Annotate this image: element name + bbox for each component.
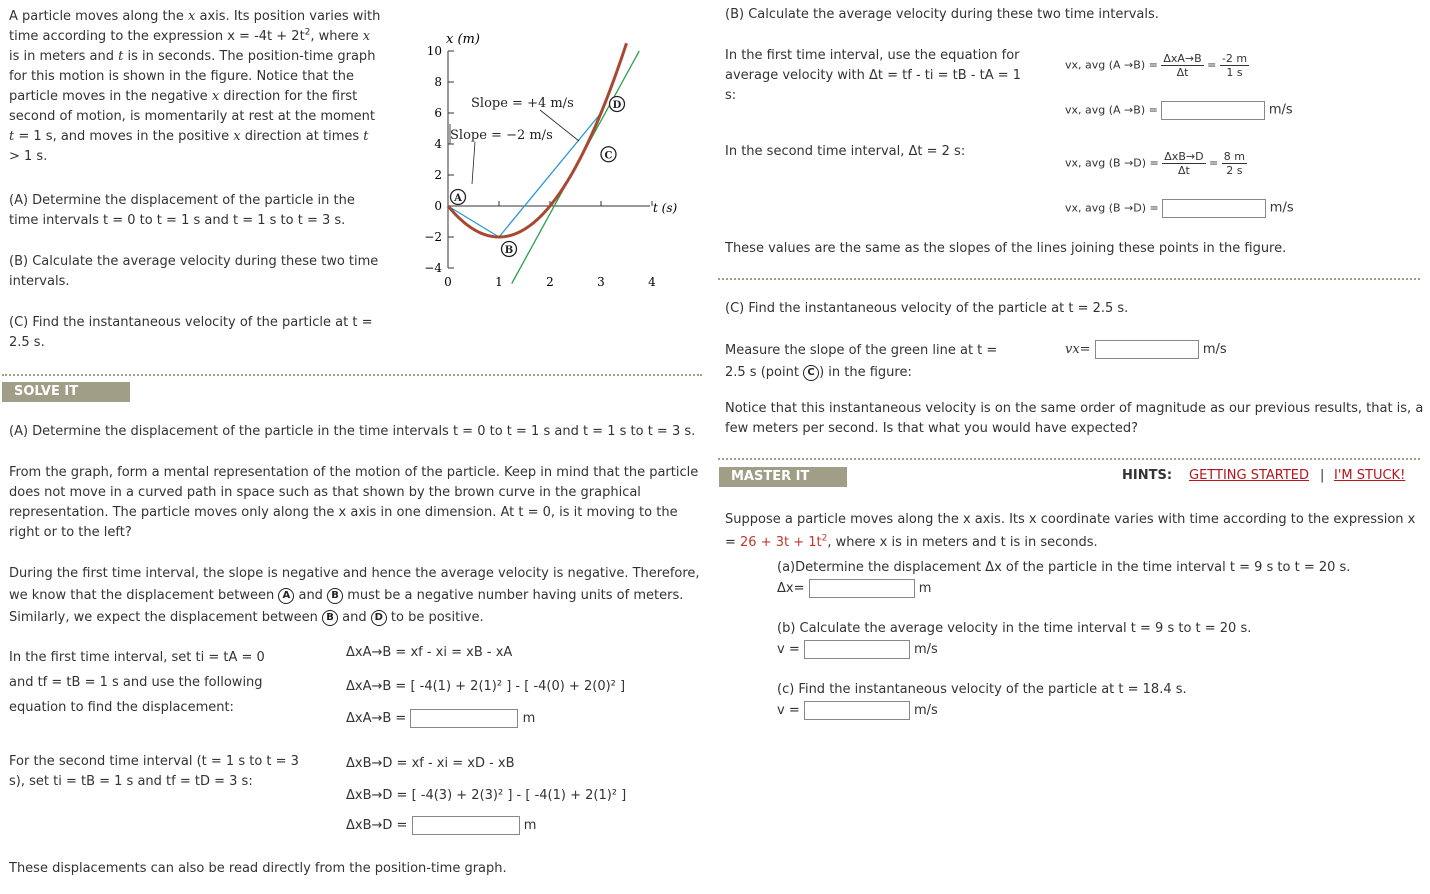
- x-tick-label: 3: [597, 275, 605, 289]
- problem-intro: A particle moves along the x axis. Its position varies with time according to the expression $x = -4t + 2t^2$, where x is in meters and t is in seconds. The position-time graph for this motion is shown in the figure. Notice that the particle moves in the negative x direction for the first second of motion, is momentarily at rest at the moment t = 1 s, and moves in the positive x direction at times t > 1 s.: [9, 9, 381, 164]
- master-qc-row: [777, 701, 938, 720]
- vab-frac: $\frac{\text{ΔxA→B}}{\Delta t}$: [1163, 52, 1202, 79]
- vx-answer-row: [1065, 340, 1227, 359]
- svg-text:D: D: [612, 100, 622, 111]
- vbd-input[interactable]: [1162, 199, 1266, 218]
- vab-label-2: vx, avg (A →B): [1065, 103, 1146, 117]
- master-qb: (b) Calculate the average velocity in the time interval t = 9 s to t = 20 s.: [777, 621, 1252, 636]
- y-tick-label: 2: [434, 168, 442, 182]
- measure-text: Measure the slope of the green line at t = 2.5 s (point C ) in the figure:: [725, 343, 998, 380]
- point-d: [610, 97, 625, 112]
- x-tick-label: 1: [495, 275, 503, 289]
- eq-ab-3: ΔxA→B =: [346, 711, 407, 726]
- position-expression: $x = -4t + 2t^2$: [227, 27, 311, 44]
- solve-part-a: (A) Determine the displacement of the particle in the time intervals t = 0 to t = 1 s and t = 1 s to t = 3 s.: [9, 424, 696, 439]
- y-tick-label: −2: [424, 230, 442, 244]
- point-a-marker: A: [278, 588, 294, 604]
- y-tick-label: −4: [424, 261, 442, 275]
- eq-ab-3-row: [346, 709, 535, 728]
- qb-input[interactable]: [804, 640, 910, 659]
- eq-ab-1: ΔxA→B = xf - xi = xB - xA: [346, 645, 513, 660]
- eq-bd-1: ΔxB→D = xf - xi = xD - xB: [346, 756, 515, 771]
- divider-c: [718, 278, 1420, 280]
- x-axis-label: t (s): [653, 201, 678, 215]
- vbd-equation: vx, avg (B →D) = $\frac{\text{ΔxB→D}}{\Delta t}$ = $\frac{8 m}{2 s}$: [1065, 150, 1245, 177]
- slope-neg-label: Slope = −2 m/s: [450, 128, 553, 143]
- qc-unit: m/s: [914, 703, 938, 718]
- vx-label: vx=: [1065, 342, 1091, 357]
- slope-neg-pointer-2: [472, 142, 475, 184]
- qa-input[interactable]: [809, 579, 915, 598]
- master-qc: (c) Find the instantaneous velocity of the particle at t = 18.4 s.: [777, 682, 1187, 697]
- point-c: [601, 147, 616, 162]
- vbd-answer-row: vx, avg (B →D) = m/s: [1065, 199, 1294, 218]
- vx-input[interactable]: [1095, 340, 1199, 359]
- im-stuck-link[interactable]: I'M STUCK!: [1334, 468, 1406, 483]
- svg-text:A: A: [454, 193, 462, 204]
- eq-bd-3: ΔxB→D =: [346, 818, 408, 833]
- y-axis-label: x (m): [446, 32, 480, 47]
- y-tick-label: 4: [434, 137, 442, 151]
- master-qa-row: [777, 579, 931, 598]
- y-tick-label: 0: [434, 199, 442, 213]
- divider-solve: [2, 374, 702, 376]
- vab-input[interactable]: [1161, 101, 1265, 120]
- problem-part-c: (C) Find the instantaneous velocity of the particle at t = 2.5 s.: [9, 315, 373, 350]
- y-tick-label: 6: [434, 106, 442, 120]
- unit-m-2: m: [523, 818, 537, 833]
- unit-m-1: m: [522, 711, 536, 726]
- vbd-frac: $\frac{\text{ΔxB→D}}{\Delta t}$: [1164, 150, 1204, 177]
- point-a: [451, 190, 466, 205]
- vbd-label-2: vx, avg (B →D): [1065, 201, 1147, 215]
- master-qa: (a)Determine the displacement Δx of the particle in the time interval t = 9 s to t = 20 s.: [777, 560, 1351, 575]
- solve-graph-text: From the graph, form a mental representation of the motion of the particle. Keep in mind that the particle does not move in a curved path in space such as that shown by the brown curve in the graphical representation. The particle moves only along the x axis in one dimension. At t = 0, is it moving to the right or to the left?: [9, 465, 699, 540]
- hints-separator: |: [1320, 468, 1325, 483]
- master-intro: Suppose a particle moves along the x axis. Its x coordinate varies with time according to the expression $x = 26 + 3t + 1t^2$, where x is in meters and t is in seconds.: [725, 512, 1416, 550]
- displacement-bd-input[interactable]: [412, 816, 520, 835]
- qc-input[interactable]: [804, 701, 910, 720]
- solve-header: SOLVE IT: [2, 382, 130, 402]
- vbd-value: $\frac{8 m}{2 s}$: [1223, 150, 1245, 177]
- point-b-marker-2: B: [322, 610, 338, 626]
- svg-text:C: C: [604, 150, 613, 162]
- x-tick-label: 4: [648, 275, 656, 289]
- divider-master: [718, 458, 1420, 460]
- point-c-marker: C: [803, 365, 819, 381]
- x-tick-label: 2: [546, 275, 554, 289]
- eq-bd-2: ΔxB→D = [ -4(3) + 2(3)² ] - [ -4(1) + 2(1)² ]: [346, 788, 627, 803]
- vab-answer-row: vx, avg (A →B) = m/s: [1065, 101, 1293, 120]
- y-tick-label: 8: [434, 75, 442, 89]
- qb-unit: m/s: [914, 642, 938, 657]
- qa-label: Δx=: [777, 581, 805, 596]
- getting-started-link[interactable]: GETTING STARTED: [1189, 468, 1310, 483]
- problem-part-b: (B) Calculate the average velocity during these two time intervals.: [9, 254, 379, 289]
- eq-ab-2: ΔxA→B = [ -4(1) + 2(1)² ] - [ -4(0) + 2(0)² ]: [346, 679, 626, 694]
- right-part-c: (C) Find the instantaneous velocity of the particle at t = 2.5 s.: [725, 301, 1129, 316]
- vab-value: $\frac{-2 m}{1 s}$: [1221, 52, 1248, 79]
- notice-text: Notice that this instantaneous velocity is on the same order of magnitude as our previous results, that is, a few meters per second. Is that what you would have expected?: [725, 401, 1424, 436]
- displacement-ab-input[interactable]: [410, 709, 518, 728]
- secant-line: [448, 206, 499, 237]
- master-expression: $26 + 3t + 1t^2$: [740, 533, 828, 550]
- same-values-text: These values are the same as the slopes of the lines joining these points in the figure.: [725, 241, 1287, 256]
- problem-part-a: (A) Determine the displacement of the particle in the time intervals t = 0 to t = 1 s and t = 1 s to t = 3 s.: [9, 193, 355, 228]
- first-interval-text: In the first time interval, set ti = tA = 0 and tf = tB = 1 s and use the following equation to find the displacement:: [9, 650, 265, 715]
- vab-unit: m/s: [1268, 102, 1293, 118]
- right-first-text: In the first time interval, use the equation for average velocity with Δt = tf - ti = tB - tA = 1 s:: [725, 48, 1022, 103]
- vbd-label: vx, avg (B →D): [1065, 156, 1147, 170]
- vx-unit: m/s: [1202, 342, 1227, 357]
- qa-unit: m: [918, 581, 932, 596]
- slope-pos-label: Slope = +4 m/s: [471, 96, 574, 111]
- right-second-text: In the second time interval, Δt = 2 s:: [725, 144, 966, 159]
- solve-footer: These displacements can also be read directly from the position-time graph.: [9, 861, 507, 876]
- point-d-marker: D: [371, 610, 387, 626]
- eq-bd-3-row: [346, 816, 536, 835]
- vab-equation: vx, avg (A →B) = $\frac{\text{ΔxA→B}}{\Delta t}$ = $\frac{-2 m}{1 s}$: [1065, 52, 1248, 79]
- master-header: MASTER IT: [719, 467, 847, 487]
- vab-label: vx, avg (A →B): [1065, 58, 1146, 72]
- master-qb-row: [777, 640, 938, 659]
- y-tick-label: 10: [426, 44, 442, 58]
- point-b-marker: B: [327, 588, 343, 604]
- position-time-graph: [400, 28, 700, 290]
- x-tick-label: 0: [444, 275, 452, 289]
- qc-label: v =: [777, 703, 800, 718]
- right-part-b: (B) Calculate the average velocity during these two time intervals.: [725, 7, 1159, 22]
- solve-during-text: During the first time interval, the slope is negative and hence the average velocity is negative. Therefore, we know that the displacement between A and B must be a negative number having units of meters. Similarly, we expect the displacement between B and D to be positive.: [9, 566, 700, 625]
- point-b: [502, 242, 517, 257]
- hints-label: HINTS:: [1122, 468, 1173, 483]
- second-interval-text: For the second time interval (t = 1 s to t = 3 s), set ti = tB = 1 s and tf = tD = 3 s:: [9, 754, 299, 789]
- vbd-unit: m/s: [1269, 200, 1294, 216]
- qb-label: v =: [777, 642, 800, 657]
- svg-text:B: B: [504, 245, 514, 256]
